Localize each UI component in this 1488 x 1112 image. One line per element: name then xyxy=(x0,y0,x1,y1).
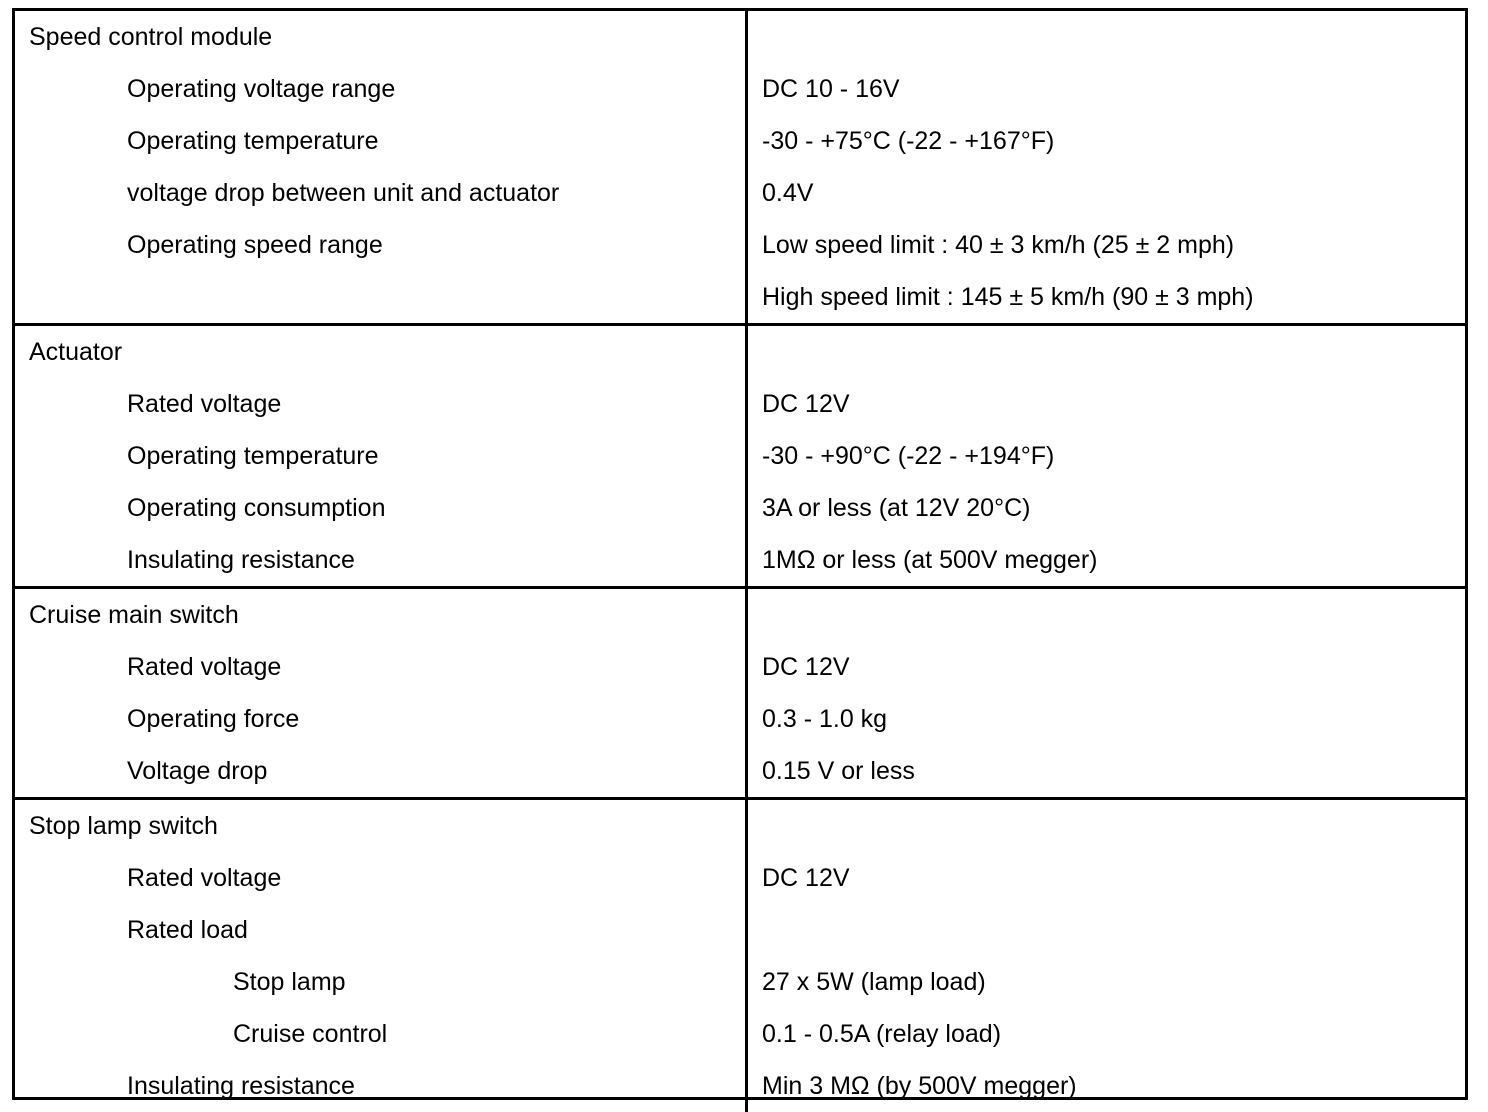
row-value: -30 - +75°C (-22 - +167°F) xyxy=(762,127,1055,155)
row-value: 0.15 V or less xyxy=(762,757,915,785)
row-label: Rated voltage xyxy=(127,864,282,892)
row-label: Stop lamp xyxy=(233,968,346,996)
row-value: 0.1 - 0.5A (relay load) xyxy=(762,1020,1002,1048)
row-value: -30 - +90°C (-22 - +194°F) xyxy=(762,442,1055,470)
section-labels-column xyxy=(15,800,748,1112)
row-value: 1MΩ or less (at 500V megger) xyxy=(762,546,1098,574)
row-value: 27 x 5W (lamp load) xyxy=(762,968,986,996)
section-labels-column xyxy=(15,589,748,797)
table-section-speed-control-module xyxy=(15,11,1465,326)
row-label: Operating temperature xyxy=(127,442,379,470)
row-label: Operating consumption xyxy=(127,494,386,522)
row-value xyxy=(748,589,1465,641)
section-values-column xyxy=(748,11,1465,323)
row-label: Rated voltage xyxy=(127,390,282,418)
row-value: Low speed limit : 40 ± 3 km/h (25 ± 2 mph) xyxy=(762,231,1235,259)
row-label: Voltage drop xyxy=(127,757,268,785)
row-value xyxy=(748,904,1465,956)
row-label: Operating speed range xyxy=(127,231,383,259)
table-section-stop-lamp-switch xyxy=(15,800,1465,1112)
row-value xyxy=(748,800,1465,852)
row-label: Operating voltage range xyxy=(127,75,396,103)
row-value: Min 3 MΩ (by 500V megger) xyxy=(762,1072,1077,1100)
row-label: Rated voltage xyxy=(127,653,282,681)
row-value: DC 10 - 16V xyxy=(762,75,900,103)
row-value xyxy=(748,326,1465,378)
row-label: Rated load xyxy=(127,916,248,944)
row-label: Operating temperature xyxy=(127,127,379,155)
row-value: 3A or less (at 12V 20°C) xyxy=(762,494,1031,522)
row-label: Insulating resistance xyxy=(127,546,355,574)
row-label: voltage drop between unit and actuator xyxy=(127,179,560,207)
row-label: Cruise control xyxy=(233,1020,388,1048)
table-section-actuator xyxy=(15,326,1465,589)
row-label xyxy=(15,271,745,323)
row-label: Operating force xyxy=(127,705,300,733)
row-value xyxy=(748,11,1465,63)
section-values-column xyxy=(748,800,1465,1112)
row-label: Stop lamp switch xyxy=(29,812,218,840)
section-labels-column xyxy=(15,11,748,323)
row-value: DC 12V xyxy=(762,864,850,892)
section-values-column xyxy=(748,326,1465,586)
row-value: 0.3 - 1.0 kg xyxy=(762,705,888,733)
table-section-cruise-main-switch xyxy=(15,589,1465,800)
row-value: High speed limit : 145 ± 5 km/h (90 ± 3 mph) xyxy=(762,283,1254,311)
row-value: DC 12V xyxy=(762,653,850,681)
row-label: Insulating resistance xyxy=(127,1072,355,1100)
section-values-column xyxy=(748,589,1465,797)
row-value: 0.4V xyxy=(762,179,814,207)
row-label: Actuator xyxy=(29,338,123,366)
row-label: Cruise main switch xyxy=(29,601,239,629)
specification-table xyxy=(12,8,1468,1100)
row-value: DC 12V xyxy=(762,390,850,418)
section-labels-column xyxy=(15,326,748,586)
row-label: Speed control module xyxy=(29,23,273,51)
